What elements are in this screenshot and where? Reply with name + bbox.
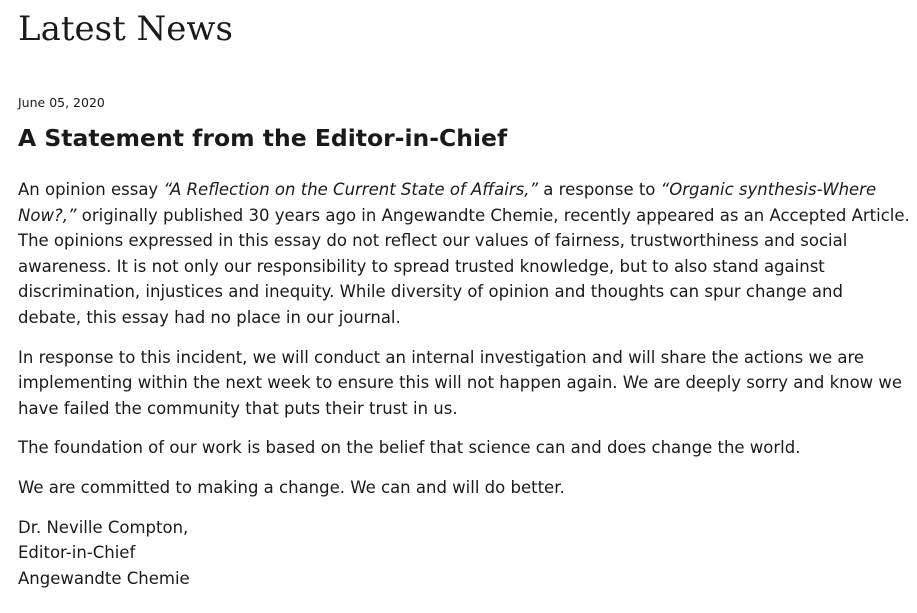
article-body (18, 177, 911, 605)
section-title: Latest News (18, 9, 233, 49)
paragraph-1-text-1: An opinion essay (18, 180, 164, 199)
original-essay-title: “Organic synthesis-Where Now?,” (18, 180, 877, 225)
signature-name: Dr. Neville Compton, (18, 517, 189, 537)
paragraph-1-text-2: a response to (538, 180, 661, 199)
article-headline: A Statement from the Editor-in-Chief (18, 124, 508, 152)
paragraph-2: In response to this incident, we will conduct an internal investigation and will share the actions we are implementing within the next week to ensure this will not happen again. We are deeply sorry and know we have failed the community that puts their trust in us. (18, 347, 903, 418)
paragraph-4: We are committed to making a change. We can and will do better. (18, 477, 565, 497)
signature-role: Editor-in-Chief (18, 543, 136, 563)
article-date: June 05, 2020 (18, 95, 105, 110)
paragraph-3: The foundation of our work is based on the belief that science can and does change the world. (18, 438, 801, 458)
signature (18, 515, 911, 592)
signature-publication: Angewandte Chemie (18, 568, 190, 588)
paragraph-1-text-3: originally published 30 years ago in Angewandte Chemie, recently appeared as an Accepted Article. The opinions expressed in this essay do not reflect our values of fairness, trustworthiness and social awareness. It is not only our responsibility to spread trusted knowledge, but to also stand against discrimination, injustices and inequity. While diversity of opinion and thoughts can spur change and debate, this essay had no place in our journal. (18, 205, 910, 327)
paragraph-1 (18, 177, 911, 331)
essay-title: “A Reflection on the Current State of Affairs,” (163, 180, 539, 199)
